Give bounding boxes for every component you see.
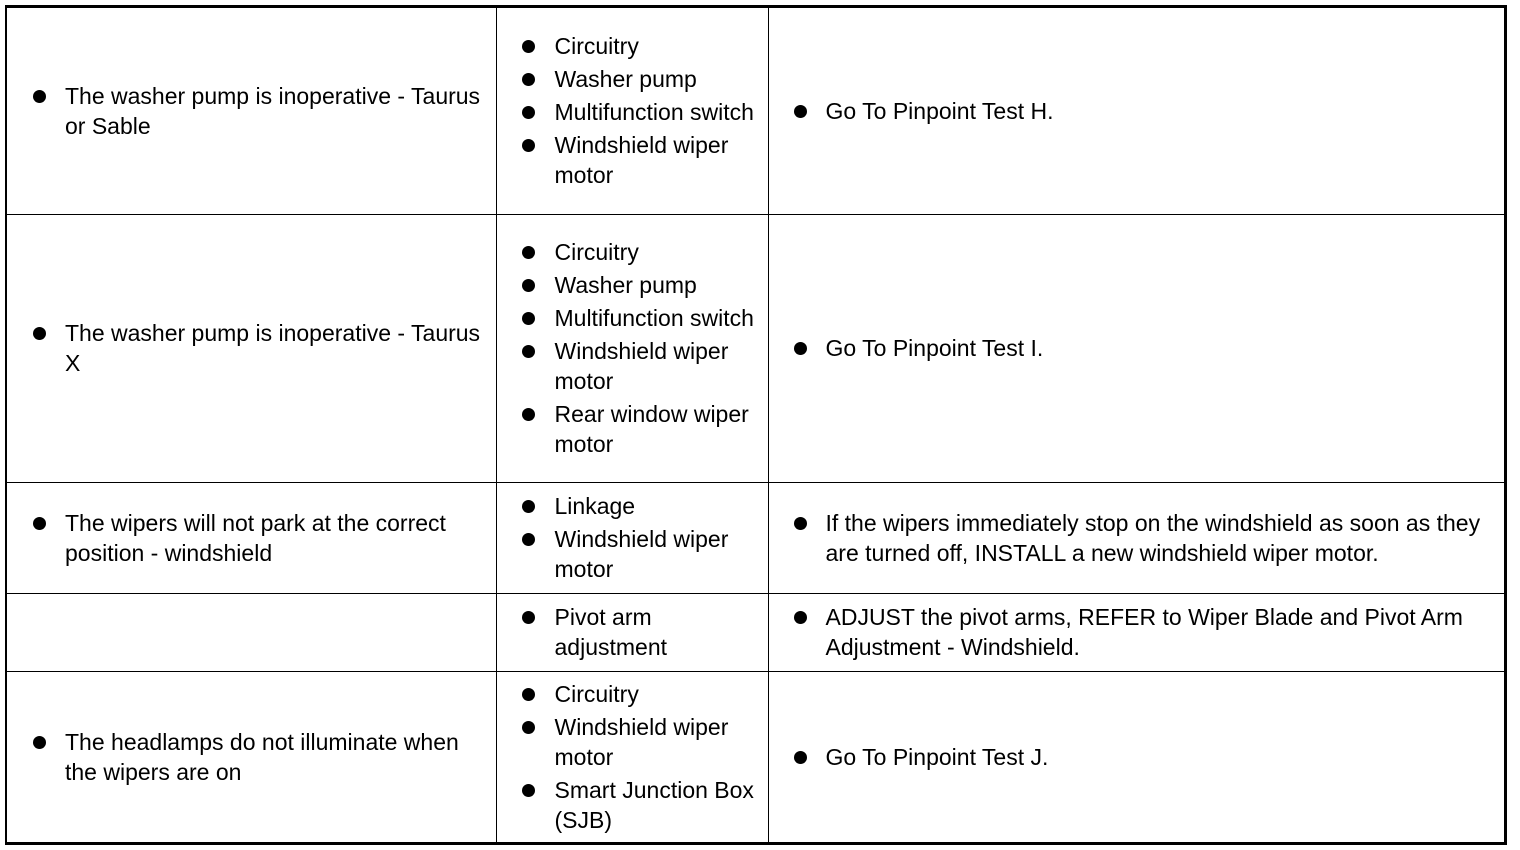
source-item: Windshield wiper motor [555, 712, 762, 772]
possible-source-list [497, 237, 768, 459]
source-item: Windshield wiper motor [555, 524, 762, 584]
source-item: Windshield wiper motor [555, 336, 762, 396]
action-text: Go To Pinpoint Test J. [826, 742, 1493, 772]
diagnostic-table-frame [5, 5, 1507, 845]
possible-source-cell [496, 482, 768, 593]
possible-source-list [497, 602, 768, 662]
condition-cell [7, 214, 496, 482]
action-cell [768, 593, 1504, 671]
possible-source-cell [496, 593, 768, 671]
source-item: Windshield wiper motor [555, 130, 762, 190]
source-item: Rear window wiper motor [555, 399, 762, 459]
table-row [7, 214, 1504, 482]
source-item: Circuitry [555, 31, 762, 61]
condition-list [7, 318, 496, 378]
action-list [769, 742, 1505, 772]
source-item: Circuitry [555, 237, 762, 267]
table-row [7, 482, 1504, 593]
action-text: Go To Pinpoint Test I. [826, 333, 1493, 363]
source-item: Washer pump [555, 64, 762, 94]
action-list [769, 333, 1505, 363]
possible-source-list [497, 679, 768, 835]
possible-source-list [497, 491, 768, 584]
action-cell [768, 214, 1504, 482]
source-item: Multifunction switch [555, 303, 762, 333]
possible-source-cell [496, 214, 768, 482]
condition-text: The washer pump is inoperative - Taurus or Sable [65, 81, 488, 141]
source-item: Washer pump [555, 270, 762, 300]
condition-list [7, 727, 496, 787]
action-cell [768, 8, 1504, 214]
source-item: Multifunction switch [555, 97, 762, 127]
condition-cell-empty [7, 593, 496, 671]
action-cell [768, 482, 1504, 593]
action-list [769, 602, 1505, 662]
source-item: Linkage [555, 491, 762, 521]
symptom-chart-table [7, 8, 1504, 842]
source-item: Pivot arm adjustment [555, 602, 762, 662]
condition-cell [7, 482, 496, 593]
possible-source-cell [496, 671, 768, 842]
condition-cell [7, 8, 496, 214]
possible-source-cell [496, 8, 768, 214]
action-text: If the wipers immediately stop on the windshield as soon as they are turned off, INSTALL a new windshield wiper motor. [826, 508, 1493, 568]
condition-cell [7, 671, 496, 842]
source-item: Smart Junction Box (SJB) [555, 775, 762, 835]
condition-list [7, 81, 496, 141]
condition-text: The headlamps do not illuminate when the wipers are on [65, 727, 488, 787]
action-text: ADJUST the pivot arms, REFER to Wiper Blade and Pivot Arm Adjustment - Windshield. [826, 602, 1493, 662]
action-text: Go To Pinpoint Test H. [826, 96, 1493, 126]
possible-source-list [497, 31, 768, 190]
table-row [7, 671, 1504, 842]
action-list [769, 508, 1505, 568]
table-row [7, 593, 1504, 671]
condition-list [7, 508, 496, 568]
table-row [7, 8, 1504, 214]
condition-text: The washer pump is inoperative - Taurus X [65, 318, 488, 378]
action-cell [768, 671, 1504, 842]
source-item: Circuitry [555, 679, 762, 709]
action-list [769, 96, 1505, 126]
condition-text: The wipers will not park at the correct position - windshield [65, 508, 488, 568]
